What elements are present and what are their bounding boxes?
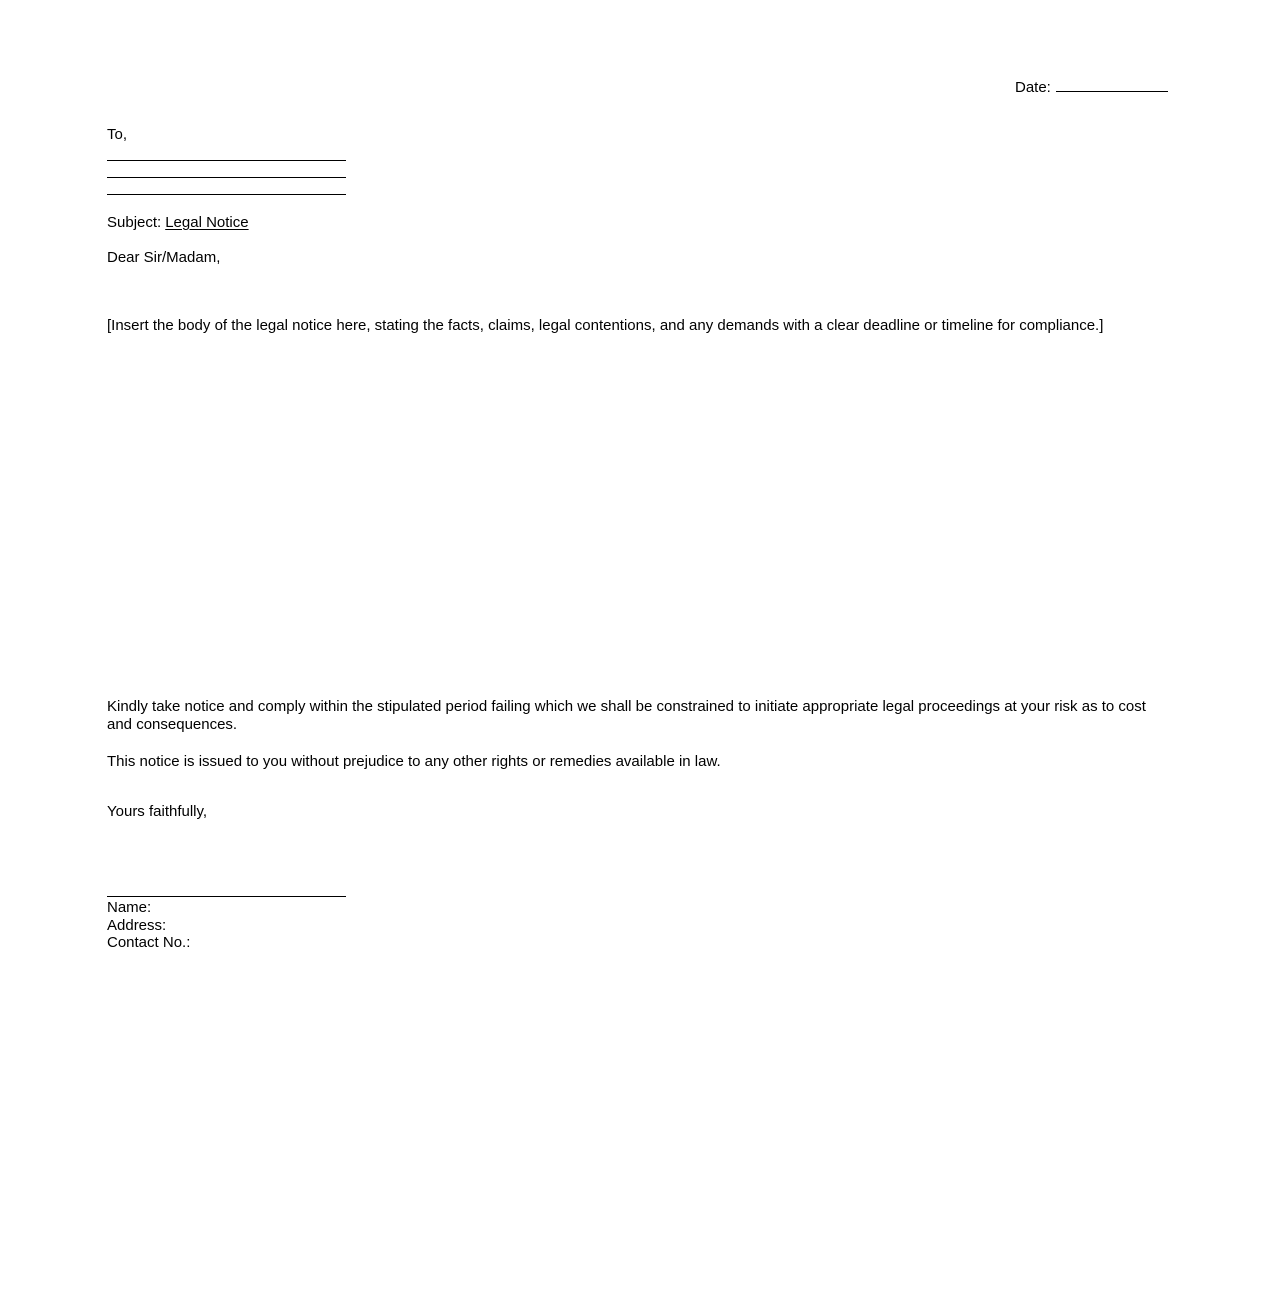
recipient-address-blank-line-2[interactable] bbox=[107, 177, 346, 178]
salutation: Dear Sir/Madam, bbox=[107, 249, 221, 266]
date-label: Date: bbox=[1015, 79, 1051, 96]
signature-details-block bbox=[107, 899, 190, 952]
signature-contact-label: Contact No.: bbox=[107, 934, 191, 951]
recipient-to-label: To, bbox=[107, 126, 128, 143]
subject-label: Subject: bbox=[107, 214, 162, 231]
signature-name-label: Name: bbox=[107, 899, 152, 916]
signature-blank-line[interactable] bbox=[107, 896, 346, 897]
body-placeholder[interactable]: [Insert the body of the legal notice here, stating the facts, claims, legal contentions, and any demands with a clear deadline or timeline for compliance.] bbox=[107, 317, 1104, 334]
closing-paragraph-without-prejudice: This notice is issued to you without prejudice to any other rights or remedies available in law. bbox=[107, 753, 721, 770]
subject-value: Legal Notice bbox=[165, 214, 249, 231]
date-row bbox=[1015, 78, 1168, 97]
signature-address-label: Address: bbox=[107, 916, 167, 934]
closing-paragraph-compliance: Kindly take notice and comply within the stipulated period failing which we shall be constrained to initiate appropriate legal proceedings at your risk as to cost and consequences. bbox=[107, 698, 1146, 733]
recipient-address-blank-line-1[interactable] bbox=[107, 160, 346, 161]
valediction: Yours faithfully, bbox=[107, 803, 208, 820]
subject-row bbox=[107, 214, 249, 232]
date-blank-field[interactable] bbox=[1056, 78, 1168, 92]
recipient-address-blank-line-3[interactable] bbox=[107, 194, 346, 195]
